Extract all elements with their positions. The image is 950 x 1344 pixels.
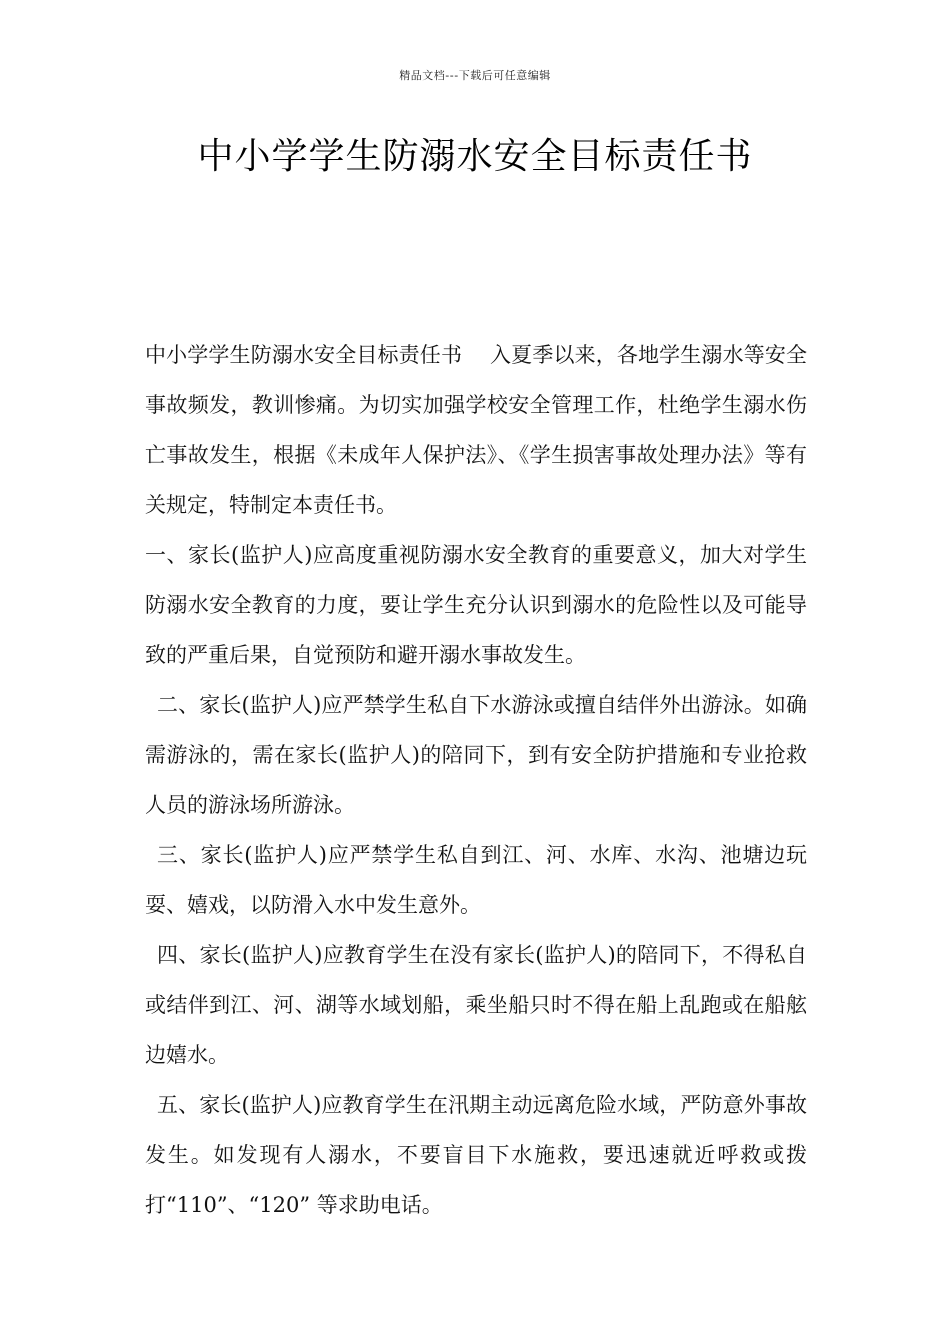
paragraph-item-5: 五、家长(监护人)应教育学生在汛期主动远离危险水域，严防意外事故发生。如发现有人溺水，不要盲目下水施救，要迅速就近呼救或拨打“110”、“120” 等求助电话。 — [145, 1093, 807, 1217]
paragraph-item-4: 四、家长(监护人)应教育学生在没有家长(监护人)的陪同下，不得私自或结伴到江、河、湖等水域划船，乘坐船只时不得在船上乱跑或在船舷边嬉水。 — [145, 943, 807, 1067]
paragraph-item-2: 二、家长(监护人)应严禁学生私自下水游泳或擅自结伴外出游泳。如确需游泳的，需在家长(监护人)的陪同下，到有安全防护措施和专业抢救人员的游泳场所游泳。 — [145, 693, 807, 817]
document-title: 中小学学生防溺水安全目标责任书 — [197, 136, 753, 177]
paragraph-item-1: 一、家长(监护人)应高度重视防溺水安全教育的重要意义，加大对学生防溺水安全教育的力度，要让学生充分认识到溺水的危险性以及可能导致的严重后果，自觉预防和避开溺水事故发生。 — [145, 543, 807, 667]
paragraph-item-3: 三、家长(监护人)应严禁学生私自到江、河、水库、水沟、池塘边玩耍、嬉戏，以防滑入水中发生意外。 — [145, 843, 807, 917]
header-note: 精品文档---下载后可任意编辑 — [399, 69, 551, 82]
document-body — [145, 330, 807, 1230]
paragraph-intro: 中小学学生防溺水安全目标责任书 入夏季以来，各地学生溺水等安全事故频发，教训惨痛。为切实加强学校安全管理工作，杜绝学生溺水伤亡事故发生，根据《未成年人保护法》、《学生损害事故处理办法》等有关规定，特制定本责任书。 — [145, 343, 807, 517]
